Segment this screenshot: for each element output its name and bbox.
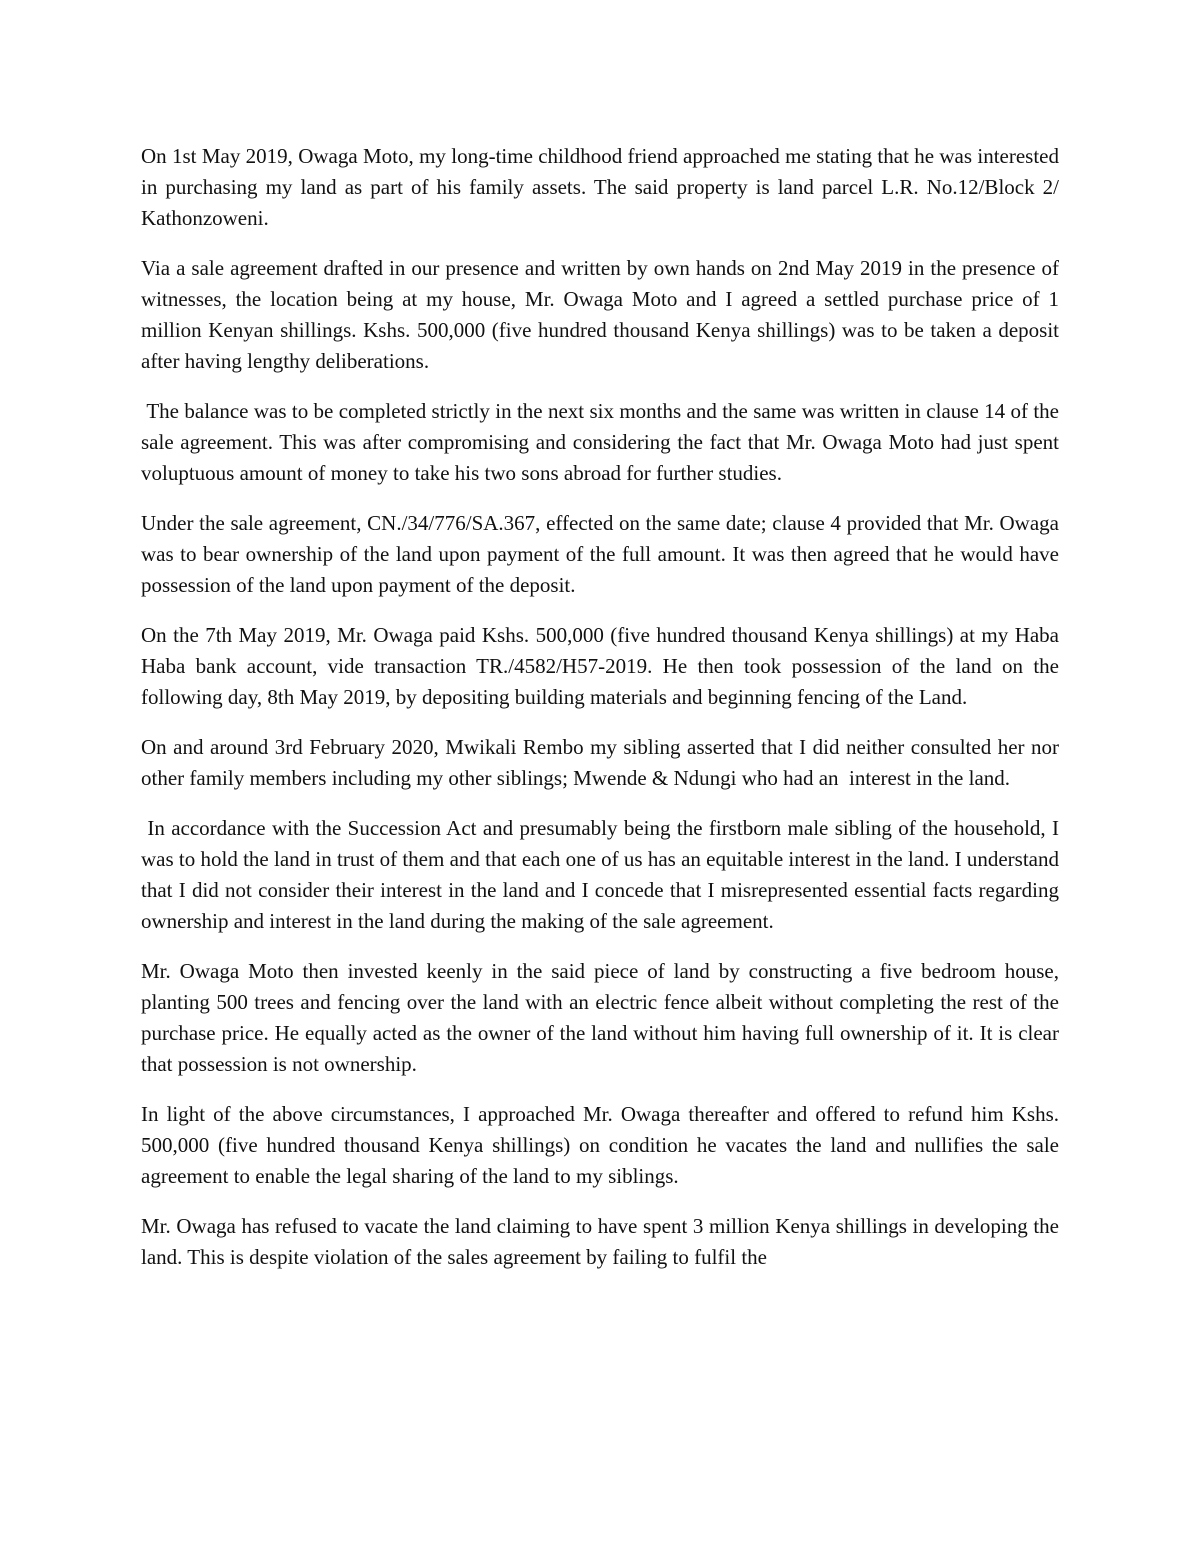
paragraph-7: In accordance with the Succession Act and presumably being the firstborn male sibling of the household, I was to hold the land in trust of them and that each one of us has an equitable interest in the land. I understand that I did not consider their interest in the land and I concede that I misrepresented essential facts regarding ownership and interest in the land during the making of the sale agreement.: [141, 816, 1065, 933]
paragraph-5: On the 7th May 2019, Mr. Owaga paid Kshs. 500,000 (five hundred thousand Kenya shillings) at my Haba Haba bank account, vide transaction TR./4582/H57-2019. He then took possession of the land on the following day, 8th May 2019, by depositing building materials and beginning fencing of the Land.: [141, 623, 1065, 709]
paragraph-1: On 1st May 2019, Owaga Moto, my long-time childhood friend approached me stating that he was interested in purchasing my land as part of his family assets. The said property is land parcel L.R. No.12/Block 2/ Kathonzoweni.: [141, 144, 1065, 230]
paragraph-10: Mr. Owaga has refused to vacate the land claiming to have spent 3 million Kenya shillings in developing the land. This is despite violation of the sales agreement by failing to fulfil the: [141, 1214, 1065, 1269]
document-body: [141, 141, 1065, 1273]
paragraph-2: Via a sale agreement drafted in our presence and written by own hands on 2nd May 2019 in the presence of witnesses, the location being at my house, Mr. Owaga Moto and I agreed a settled purchase price of 1 million Kenyan shillings. Kshs. 500,000 (five hundred thousand Kenya shillings) was to be taken a deposit after having lengthy deliberations.: [141, 256, 1065, 373]
paragraph-6: On and around 3rd February 2020, Mwikali Rembo my sibling asserted that I did neither consulted her nor other family members including my other siblings; Mwende & Ndungi who had an interest in the land.: [141, 735, 1065, 790]
paragraph-8: Mr. Owaga Moto then invested keenly in the said piece of land by constructing a five bedroom house, planting 500 trees and fencing over the land with an electric fence albeit without completing the rest of the purchase price. He equally acted as the owner of the land without him having full ownership of it. It is clear that possession is not ownership.: [141, 959, 1065, 1076]
paragraph-9: In light of the above circumstances, I approached Mr. Owaga thereafter and offered to refund him Kshs. 500,000 (five hundred thousand Kenya shillings) on condition he vacates the land and nullifies the sale agreement to enable the legal sharing of the land to my siblings.: [141, 1102, 1065, 1188]
paragraph-4: Under the sale agreement, CN./34/776/SA.367, effected on the same date; clause 4 provided that Mr. Owaga was to bear ownership of the land upon payment of the full amount. It was then agreed that he would have possession of the land upon payment of the deposit.: [141, 511, 1065, 597]
paragraph-3: The balance was to be completed strictly in the next six months and the same was written in clause 14 of the sale agreement. This was after compromising and considering the fact that Mr. Owaga Moto had just spent voluptuous amount of money to take his two sons abroad for further studies.: [141, 399, 1065, 485]
